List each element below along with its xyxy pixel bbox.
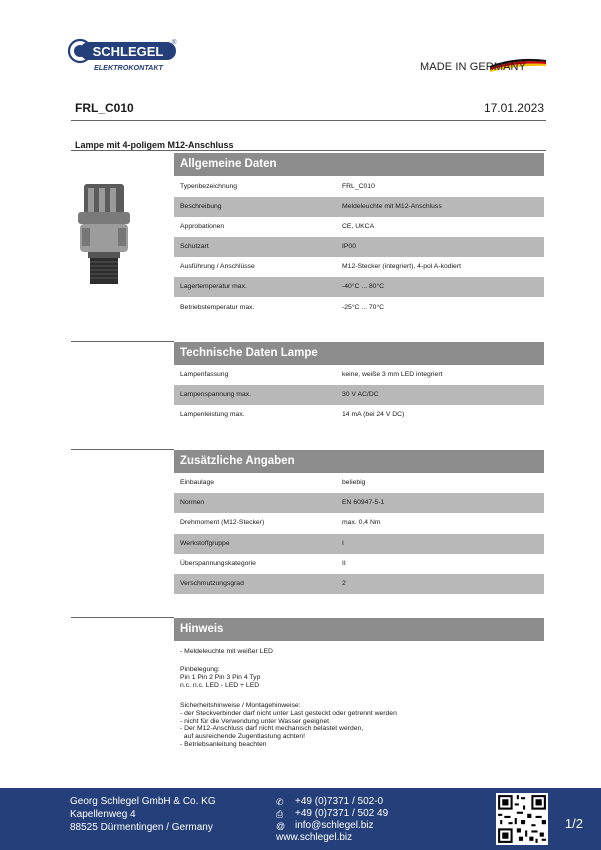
table-row: Betriebstemperatur max. -25°C ... 70°C: [180, 304, 385, 311]
table-row: Lampenleistung max. 14 mA (bei 24 V DC): [180, 411, 405, 418]
phone-number[interactable]: +49 (0)7371 / 502-0: [295, 796, 384, 807]
svg-text:ELEKTROKONTAKT: ELEKTROKONTAKT: [94, 63, 163, 72]
email-icon: @: [276, 821, 286, 831]
table-row: Beschreibung Meldeleuchte mit M12-Anschluss: [174, 197, 544, 217]
qr-code: [496, 793, 548, 845]
safety-notes: Sicherheitshinweise / Montagehinweise: - der Steckverbinder darf nicht unter Last gesteckt oder getrennt werden - nicht für die Verwendung unter Wasser geeignet - Der M12-Anschluss darf nicht mechanisch belastet werden, auf ausreichende Zugentlastung achten! - Betriebsanleitung beachten: [180, 702, 397, 748]
table-row: Überspannungskategorie II: [180, 560, 346, 567]
website-link[interactable]: www.schlegel.biz: [276, 832, 353, 843]
table-row: Werkstoffgruppe I: [174, 534, 544, 554]
svg-text:SCHLEGEL: SCHLEGEL: [92, 44, 164, 59]
fax-number: +49 (0)7371 / 502 49: [295, 808, 389, 819]
company-name: Georg Schlegel GmbH & Co. KG: [70, 796, 216, 807]
table-row: Verschmutzungsgrad 2: [174, 574, 544, 594]
section-divider: [71, 449, 174, 450]
phone-icon: ✆: [276, 797, 284, 807]
email-link[interactable]: info@schlegel.biz: [295, 820, 374, 831]
section-divider: [71, 617, 174, 618]
table-row: Schutzart IP00: [174, 237, 544, 257]
made-in-germany: MADE IN GERMANY: [420, 61, 527, 73]
table-row: Lampenspannung max. 30 V AC/DC: [174, 385, 544, 405]
table-row: Drehmoment (M12-Stecker) max. 0,4 Nm: [180, 519, 381, 526]
section-heading-technisch: Technische Daten Lampe: [174, 342, 544, 365]
header-divider: [71, 120, 546, 121]
table-row: Einbaulage beliebig: [180, 479, 366, 486]
section-heading-zusatz: Zusätzliche Angaben: [174, 450, 544, 473]
document-date: 17.01.2023: [483, 101, 544, 115]
company-city: 88525 Dürmentingen / Germany: [70, 822, 213, 833]
note-led: - Meldeleuchte mit weißer LED: [180, 648, 273, 655]
pin-row-2: n.c. n.c. LED - LED + LED: [180, 682, 260, 689]
svg-text:®: ®: [172, 40, 177, 46]
table-row: Lampenfassung keine, weiße 3 mm LED integriert: [180, 371, 443, 378]
footer: [0, 788, 601, 850]
pin-row-1: Pin 1 Pin 2 Pin 3 Pin 4 Typ: [180, 674, 261, 681]
pin-title: Pinbelegung:: [180, 666, 220, 673]
section-heading-allgemein: Allgemeine Daten: [174, 153, 544, 176]
table-row: Normen EN 60947-5-1: [174, 493, 544, 513]
fax-icon: ⎙: [276, 809, 284, 819]
table-row: Approbationen CE, UKCA: [180, 223, 375, 230]
page-number: 1/2: [564, 816, 583, 831]
table-row: Lagertemperatur max. -40°C ... 80°C: [174, 277, 544, 297]
product-title: Lampe mit 4-poligem M12-Anschluss: [75, 140, 234, 150]
table-row: Typenbezeichnung FRL_C010: [180, 183, 375, 190]
product-image: [70, 180, 138, 290]
schlegel-logo: [68, 38, 180, 74]
section-heading-hinweis: Hinweis: [174, 618, 544, 641]
table-row: Ausführung / Anschlüsse M12-Stecker (integriert), 4-pol A-kodiert: [180, 263, 461, 270]
section-divider: [71, 341, 174, 342]
title-divider: [71, 150, 546, 151]
document-id: FRL_C010: [75, 101, 134, 115]
company-street: Kapellenweg 4: [70, 809, 136, 820]
